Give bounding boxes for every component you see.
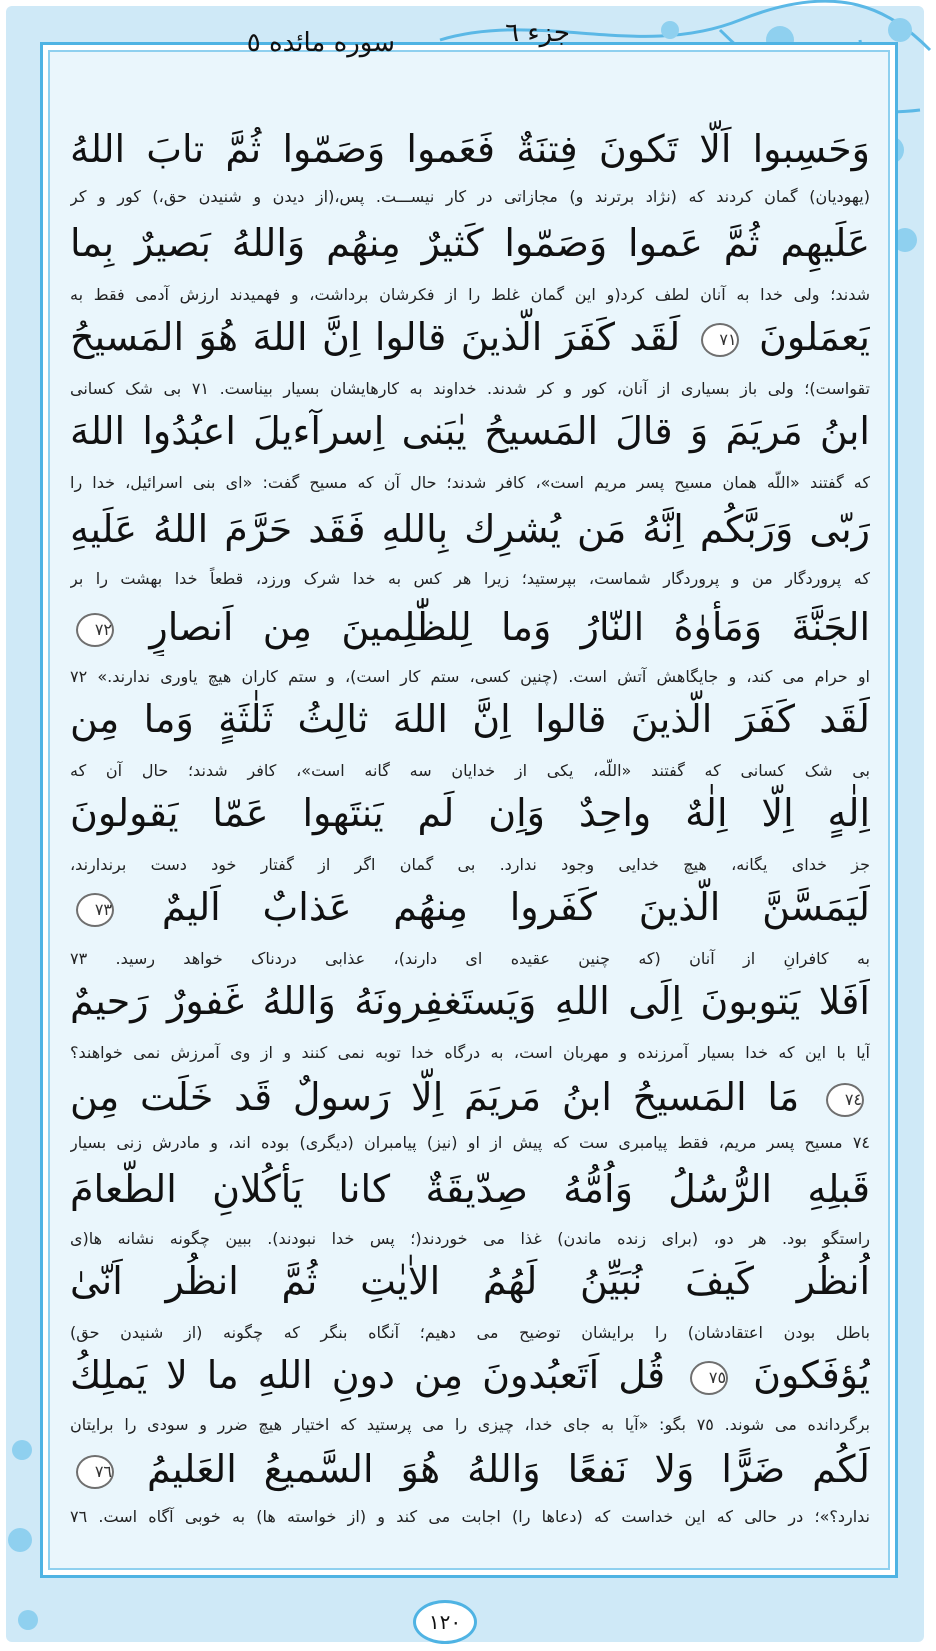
- translation-line-9: به کافرانِ از آنان (که چنین عقیده ای دارند)، عذابی دردناک خواهد رسید. ٧٣: [70, 949, 870, 968]
- ayah-text-segment: لَکُم ضَرًّا وَلا نَفعًا وَاللهُ هُوَ السَّمیعُ العَلیمُ: [147, 1447, 870, 1491]
- translation-line-6: او حرام می کند، و جایگاهش آتش است. (چنین کسی، ستم کار است)، و ستم کاران هیچ یاوری ندارند.» ٧٢: [70, 667, 870, 686]
- translation-line-7: بی شک کسانی که گفتند «اللّه، یکی از خدایان سه گانه است»، کافر شدند؛ حال آن که: [70, 761, 870, 780]
- arabic-line-9: [70, 878, 870, 936]
- arabic-line-3: [70, 308, 870, 366]
- page-header: [130, 18, 570, 58]
- arabic-line-5: رَبّی وَرَبَّکُم اِنَّهُ مَن یُشرِك بِاللهِ فَقَد حَرَّمَ اللهُ عَلَیهِ: [70, 507, 870, 551]
- ayah-number-marker: ٧٥: [690, 1361, 728, 1395]
- translation-line-11: ٧٤ مسیح پسر مریم، فقط پیامبری ست که پیش از او (نیز) پیامبران (دیگری) بوده اند، و مادرش زنی بسیار: [70, 1133, 870, 1152]
- arabic-line-7: لَقَد کَفَرَ الَّذینَ قالوا اِنَّ اللهَ ثالِثُ ثَلٰثَةٍ وَما مِن: [70, 697, 870, 741]
- arabic-line-15: [70, 1440, 870, 1498]
- arabic-line-11: [70, 1068, 870, 1126]
- ayah-text-segment: لَیَمَسَّنَّ الَّذینَ کَفَروا مِنهُم عَذابٌ اَلیمٌ: [161, 885, 870, 929]
- translation-line-15: ندارد؟»؛ در حالی که این خداست که (دعاها را) اجابت می کند و (از خواسته ها) به خوبی آگاه است. ٧٦: [70, 1507, 870, 1526]
- arabic-line-14: [70, 1346, 870, 1404]
- translation-line-8: جز خدای یگانه، هیچ خدایی وجود ندارد. بی گمان اگر از گفتار خود دست برندارند،: [70, 855, 870, 874]
- translation-line-1: (یهودیان) گمان کردند که (نژاد برترند و) مجازاتی در کار نیســـت. پس،(از دیدن و شنیدن حق،) کور و کر: [70, 187, 870, 206]
- arabic-line-12: قَبلِهِ الرُّسُلُ وَاُمُّهُ صِدّیقَةٌ کانا یَأکُلانِ الطَّعامَ: [70, 1167, 870, 1211]
- arabic-line-10: اَفَلا یَتوبونَ اِلَی اللهِ وَیَستَغفِرونَهُ وَاللهُ غَفورٌ رَحیمٌ: [70, 979, 870, 1023]
- translation-line-14: برگردانده می شوند. ٧٥ بگو: «آیا به جای خدا، چیزی را می پرستید که اختیار هیچ ضرر و سودی را برایتان: [70, 1415, 870, 1434]
- arabic-line-4: ابنُ مَریَمَ وَ قالَ المَسیحُ یٰبَنی اِسرآءیلَ اعبُدُوا اللهَ: [70, 409, 870, 453]
- ayah-text-segment: یَعمَلونَ: [758, 315, 870, 359]
- ayah-number-marker: ٧٢: [76, 613, 114, 647]
- ayah-number-marker: ٧٣: [76, 893, 114, 927]
- ayah-text-segment: الجَنَّةَ وَمَأوٰهُ النّارُ وَما لِلظّٰلِمینَ مِن اَنصارٍ: [149, 605, 870, 649]
- arabic-line-1: وَحَسِبوا اَلّا تَكونَ فِتنَةٌ فَعَموا وَصَمّوا ثُمَّ تابَ اللهُ: [70, 127, 870, 171]
- translation-line-3: تقواست)؛ ولی باز بسیاری از آنان، کور و کر شدند. خداوند به کارهایشان بسیار بیناست. ٧١ بی شک کسانی: [70, 379, 870, 398]
- arabic-line-13: اُنظُر کَیفَ نُبَیِّنُ لَهُمُ الاٰیٰتِ ثُمَّ انظُر اَنّیٰ: [70, 1259, 870, 1303]
- juz-label: جزء ٦: [505, 18, 570, 48]
- translation-line-5: که پروردگار من و پروردگار شماست، بپرستید؛ زیرا هر کس به خدا شرک ورزد، قطعاً خدا بهشت را بر: [70, 569, 870, 588]
- arabic-line-8: اِلٰهٍ اِلّا اِلٰهٌ واحِدٌ وَاِن لَم یَنتَهوا عَمّا یَقولونَ: [70, 791, 870, 835]
- surah-label: سوره مائده ٥: [246, 28, 395, 58]
- arabic-line-6: [70, 598, 870, 656]
- ayah-number-marker: ٧٤: [826, 1083, 864, 1117]
- arabic-line-2: عَلَیهِم ثُمَّ عَموا وَصَمّوا کَثیرٌ مِنهُم وَاللهُ بَصیرٌ بِما: [70, 221, 870, 265]
- translation-line-2: شدند؛ ولی خدا به آنان لطف کرد(و این گمان غلط را از فکرشان برداشت، و فهمیدند ارزش آدمی فقط به: [70, 285, 870, 304]
- translation-line-10: آیا با این که خدا بسیار آمرزنده و مهربان است، به درگاه خدا توبه نمی کنند و از وی آمرزش نمی خواهند؟: [70, 1043, 870, 1062]
- ayah-text-segment: مَا المَسیحُ ابنُ مَریَمَ اِلّا رَسولٌ قَد خَلَت مِن: [70, 1075, 800, 1119]
- ayah-number-marker: ٧١: [701, 323, 739, 357]
- page-number: ١٢٠: [413, 1600, 477, 1644]
- translation-line-13: باطل بودن اعتقادشان) را برایشان توضیح می دهیم؛ آنگاه بنگر که چگونه (از شنیدن حق): [70, 1323, 870, 1342]
- translation-line-4: که گفتند «اللّه همان مسیح پسر مریم است»، کافر شدند؛ حال آن که مسیح گفت: «ای بنی اسرائیل، خدا را: [70, 473, 870, 492]
- ayah-text-segment: یُؤفَکونَ: [753, 1353, 870, 1397]
- ayah-text-segment: قُل اَتَعبُدونَ مِن دونِ اللهِ ما لا یَملِكُ: [70, 1353, 666, 1397]
- ayah-text-segment: لَقَد کَفَرَ الَّذینَ قالوا اِنَّ اللهَ هُوَ المَسیحُ: [70, 315, 681, 359]
- ayah-number-marker: ٧٦: [76, 1455, 114, 1489]
- translation-line-12: راستگو بود. هر دو، (برای زنده ماندن) غذا می خوردند(؛ پس خدا نبودند). ببین چگونه نشانه ها(ی: [70, 1229, 870, 1248]
